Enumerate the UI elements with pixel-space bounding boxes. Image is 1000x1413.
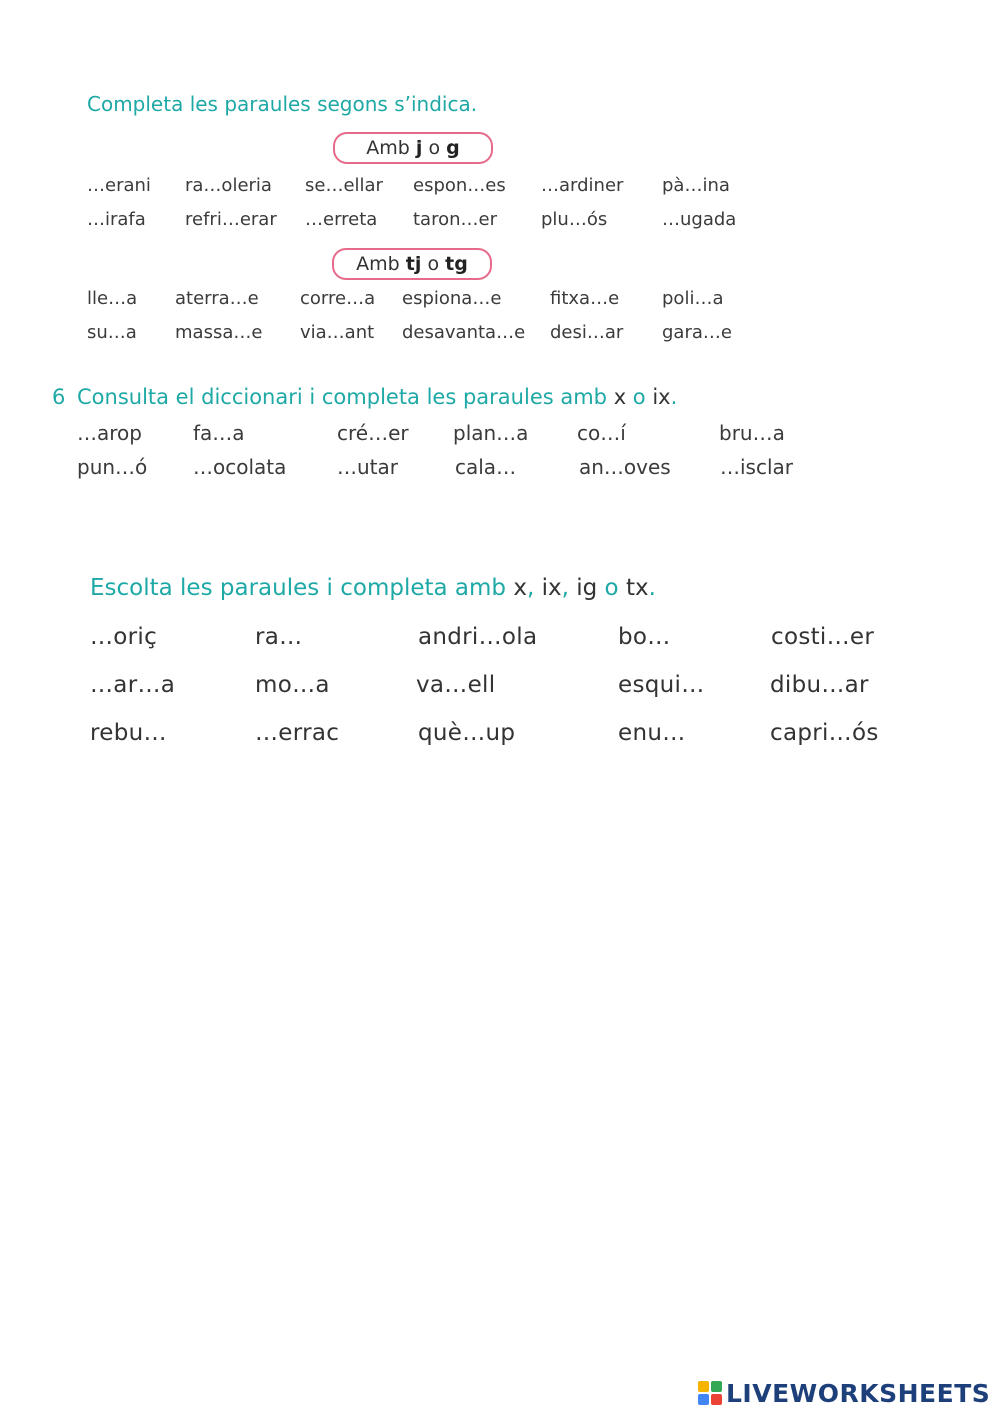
instruction-option: ix <box>652 385 671 409</box>
word-item: …oriç <box>90 624 158 650</box>
word-item: capri…ós <box>770 720 879 746</box>
word-item: …irafa <box>87 209 146 230</box>
instruction-end: . <box>648 575 656 601</box>
instruction-option: ig <box>576 575 598 601</box>
rule-prefix: Amb <box>366 137 410 159</box>
word-item: …isclar <box>720 455 794 479</box>
liveworksheets-logo[interactable] <box>698 1380 990 1406</box>
word-item: ra…oleria <box>185 175 272 196</box>
word-item: …ardiner <box>541 175 624 196</box>
word-item: fa…a <box>193 421 245 445</box>
instruction-end: . <box>670 385 678 409</box>
logo-square <box>711 1381 722 1392</box>
word-item: refri…erar <box>185 209 277 230</box>
logo-text: LIVEWORKSHEETS <box>726 1378 991 1408</box>
rule-connector: o <box>422 137 447 159</box>
word-item: lle…a <box>87 288 138 309</box>
word-item: va…ell <box>416 672 496 698</box>
word-item: …erani <box>87 175 151 196</box>
logo-mark-icon <box>698 1381 722 1405</box>
instruction-separator: , <box>526 575 542 601</box>
instruction-2 <box>77 385 677 409</box>
logo-square <box>698 1381 709 1392</box>
word-item: espiona…e <box>402 288 502 309</box>
word-item: desi…ar <box>550 322 624 343</box>
word-item: …ugada <box>662 209 737 230</box>
rule-prefix: Amb <box>356 253 400 275</box>
rule-option: tj <box>405 253 422 275</box>
word-item: fitxa…e <box>550 288 620 309</box>
word-item: massa…e <box>175 322 263 343</box>
word-item: …ar…a <box>90 672 176 698</box>
word-item: …ocolata <box>193 455 287 479</box>
word-item: espon…es <box>413 175 506 196</box>
word-item: …erreta <box>305 209 378 230</box>
instruction-3 <box>90 575 656 601</box>
word-item: andri…ola <box>418 624 538 650</box>
word-item: què…up <box>418 720 516 746</box>
instruction-option: x <box>613 385 627 409</box>
word-item: esqui… <box>618 672 705 698</box>
word-item: …errac <box>255 720 340 746</box>
word-item: poli…a <box>662 288 724 309</box>
rule-option: g <box>446 137 460 159</box>
word-item: dibu…ar <box>770 672 869 698</box>
word-item: corre…a <box>300 288 376 309</box>
instruction-text: Escolta les paraules i completa amb <box>90 575 514 601</box>
word-item: pà…ina <box>662 175 730 196</box>
word-item: gara…e <box>662 322 732 343</box>
rule-option: j <box>415 137 423 159</box>
word-item: plu…ós <box>541 209 608 230</box>
word-item: rebu… <box>90 720 167 746</box>
word-item: ra… <box>255 624 303 650</box>
logo-square <box>711 1394 722 1405</box>
instruction-1: Completa les paraules segons s’indica. <box>87 92 478 116</box>
logo-square <box>698 1394 709 1405</box>
word-item: …utar <box>337 455 398 479</box>
rule-connector: o <box>421 253 446 275</box>
instruction-option: ix <box>541 575 562 601</box>
word-item: …arop <box>77 421 142 445</box>
word-item: mo…a <box>255 672 330 698</box>
rule-option: tg <box>445 253 468 275</box>
rule-box-j-g <box>333 132 493 164</box>
word-item: bru…a <box>719 421 785 445</box>
instruction-connector: o <box>597 575 626 601</box>
instruction-option: x <box>513 575 527 601</box>
word-item: se…ellar <box>305 175 383 196</box>
word-item: cré…er <box>337 421 409 445</box>
word-item: pun…ó <box>77 455 148 479</box>
exercise-number: 6 <box>52 385 66 409</box>
word-item: plan…a <box>453 421 529 445</box>
word-item: su…a <box>87 322 137 343</box>
instruction-text: Consulta el diccionari i completa les paraules amb <box>77 385 614 409</box>
word-item: cala… <box>455 455 517 479</box>
word-item: bo… <box>618 624 671 650</box>
word-item: via…ant <box>300 322 375 343</box>
word-item: taron…er <box>413 209 497 230</box>
word-item: co…í <box>577 421 626 445</box>
instruction-option: tx <box>625 575 649 601</box>
instruction-separator: , <box>561 575 577 601</box>
word-item: enu… <box>618 720 686 746</box>
word-item: desavanta…e <box>402 322 526 343</box>
word-item: aterra…e <box>175 288 259 309</box>
word-item: costi…er <box>771 624 875 650</box>
instruction-connector: o <box>626 385 653 409</box>
rule-box-tj-tg <box>332 248 492 280</box>
word-item: an…oves <box>579 455 671 479</box>
